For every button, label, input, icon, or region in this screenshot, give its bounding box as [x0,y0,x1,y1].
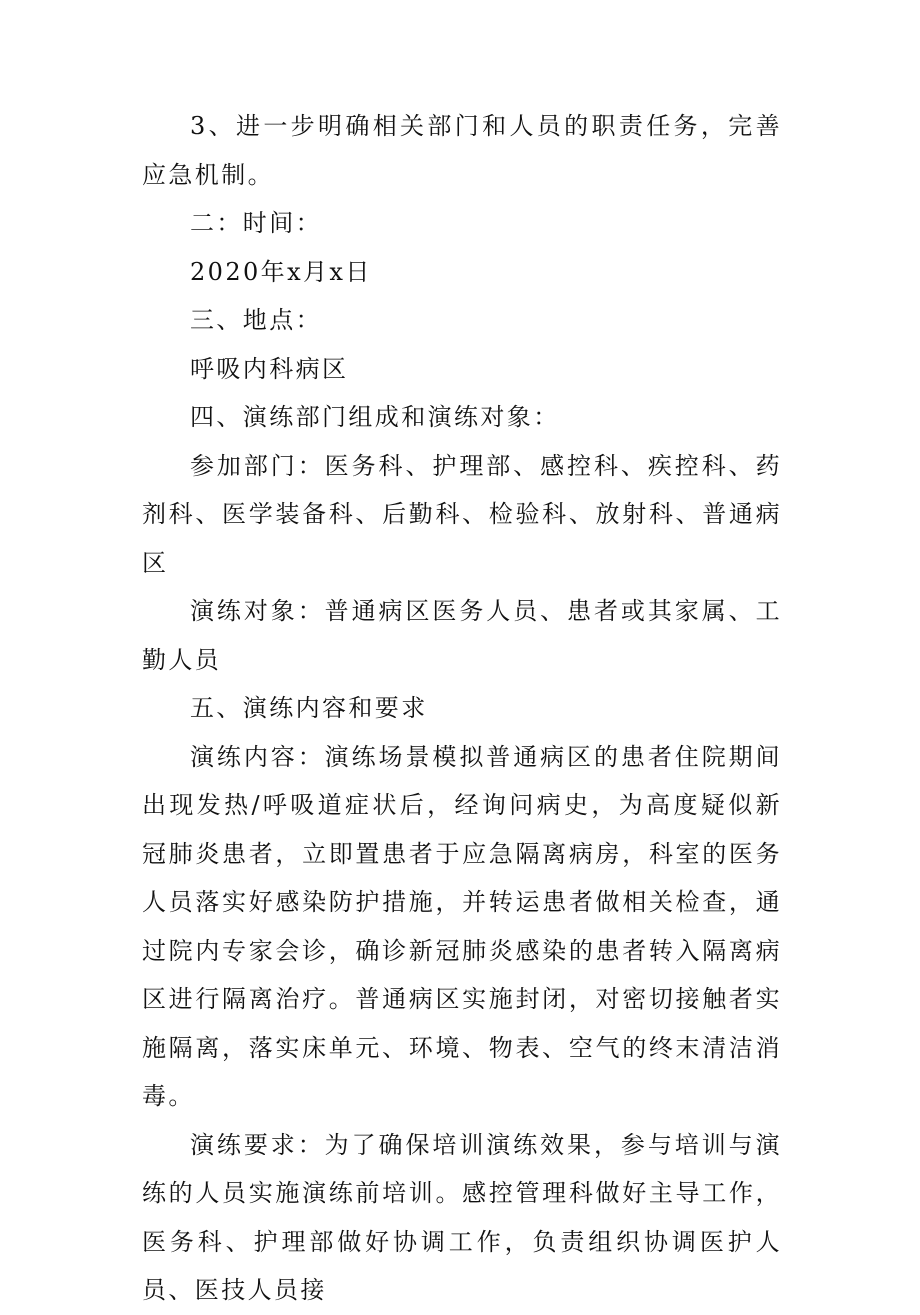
paragraph-location: 呼吸内科病区 [190,354,349,383]
paragraph-requirements: 演练要求：为了确保培训演练效果，参与培训与演练的人员实施演练前培训。感控管理科做好主导工作，医务科、护理部做好协调工作，负责组织协调医护人员、医技人员接 [142,1130,782,1304]
document-body [142,102,782,1315]
paragraph-departments: 参加部门：医务科、护理部、感控科、疾控科、药剂科、医学装备科、后勤科、检验科、放射科、普通病区 [142,451,782,577]
heading-time: 二：时间： [190,209,322,237]
heading-departments-targets: 四、演练部门组成和演练对象： [190,403,560,431]
paragraph-content: 演练内容：演练场景模拟普通病区的患者住院期间出现发热/呼吸道症状后，经询问病史，为高度疑似新冠肺炎患者，立即置患者于应急隔离病房，科室的医务人员落实好感染防护措施，并转运患者做相关检查，通过院内专家会诊，确诊新冠肺炎感染的患者转入隔离病区进行隔离治疗。普通病区实施封闭，对密切接触者实施隔离，落实床单元、环境、物表、空气的终末清洁消毒。 [142,742,782,1110]
paragraph-targets: 演练对象：普通病区医务人员、患者或其家属、工勤人员 [142,597,782,674]
heading-location: 三、地点： [190,306,322,334]
paragraph-date: 2020年x月x日 [190,257,372,286]
paragraph-objective-3: 3、进一步明确相关部门和人员的职责任务，完善应急机制。 [142,112,782,189]
heading-content-requirements: 五、演练内容和要求 [190,694,428,722]
